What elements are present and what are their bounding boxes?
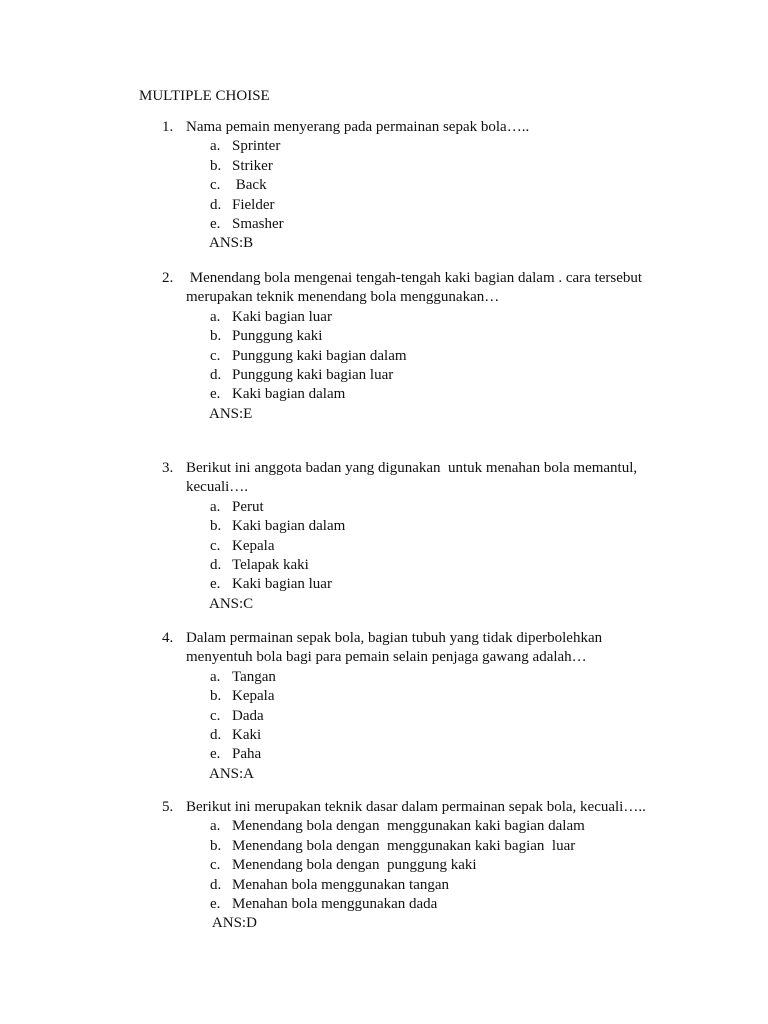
option-letter: a. bbox=[210, 498, 221, 515]
option-e bbox=[0, 385, 768, 404]
option-text: Telapak kaki bbox=[232, 556, 309, 573]
answer-line bbox=[0, 234, 768, 253]
option-b bbox=[0, 837, 768, 856]
option-a bbox=[0, 137, 768, 156]
answer-line bbox=[0, 595, 768, 614]
question-line bbox=[0, 798, 768, 817]
option-a bbox=[0, 308, 768, 327]
question-line bbox=[0, 629, 768, 648]
option-text: Perut bbox=[232, 498, 264, 515]
option-text: Punggung kaki bagian luar bbox=[232, 366, 394, 383]
option-d bbox=[0, 726, 768, 745]
option-e bbox=[0, 745, 768, 764]
option-text: Kaki bagian luar bbox=[232, 576, 332, 593]
question-4 bbox=[0, 629, 768, 784]
option-text: Kaki bagian dalam bbox=[232, 386, 346, 403]
option-letter: c. bbox=[210, 537, 221, 554]
question-line bbox=[0, 648, 768, 667]
option-text: Punggung kaki bbox=[232, 328, 323, 345]
option-text: Kaki bagian dalam bbox=[232, 518, 346, 535]
option-text: Tangan bbox=[232, 668, 276, 685]
answer-key: ANS:E bbox=[209, 405, 253, 422]
option-text: Dada bbox=[232, 707, 264, 724]
option-letter: e. bbox=[210, 746, 221, 763]
option-letter: d. bbox=[210, 876, 222, 893]
question-number: 1. bbox=[162, 119, 174, 135]
option-letter: b. bbox=[210, 328, 222, 345]
answer-line bbox=[0, 405, 768, 424]
question-text: Berikut ini anggota badan yang digunakan untuk menahan bola memantul, bbox=[186, 460, 638, 476]
option-d bbox=[0, 366, 768, 385]
option-d bbox=[0, 196, 768, 215]
option-text: Menendang bola dengan menggunakan kaki bagian dalam bbox=[232, 818, 585, 835]
option-letter: d. bbox=[210, 556, 222, 573]
question-text: merupakan teknik menendang bola menggunakan… bbox=[186, 289, 500, 306]
option-text: Striker bbox=[232, 157, 273, 174]
option-letter: a. bbox=[210, 668, 221, 685]
option-b bbox=[0, 157, 768, 176]
option-text: Menahan bola menggunakan tangan bbox=[232, 876, 450, 893]
option-c bbox=[0, 537, 768, 556]
option-letter: c. bbox=[210, 177, 221, 194]
question-number: 4. bbox=[162, 630, 174, 646]
page-title: MULTIPLE CHOISE bbox=[139, 88, 270, 104]
question-line bbox=[0, 288, 768, 307]
option-a bbox=[0, 817, 768, 836]
option-letter: a. bbox=[210, 138, 221, 155]
question-text: menyentuh bola bagi para pemain selain penjaga gawang adalah… bbox=[186, 649, 587, 666]
option-e bbox=[0, 215, 768, 234]
option-d bbox=[0, 556, 768, 575]
answer-line bbox=[0, 914, 768, 933]
question-line bbox=[0, 478, 768, 497]
answer-key: ANS:A bbox=[209, 765, 255, 782]
option-e bbox=[0, 895, 768, 914]
answer-key: ANS:D bbox=[209, 915, 257, 932]
option-a bbox=[0, 498, 768, 517]
option-letter: e. bbox=[210, 895, 221, 912]
option-text: Paha bbox=[232, 746, 262, 763]
option-b bbox=[0, 687, 768, 706]
answer-key: ANS:B bbox=[209, 235, 254, 252]
option-letter: c. bbox=[210, 707, 221, 724]
option-text: Kaki bagian luar bbox=[232, 308, 332, 325]
option-letter: d. bbox=[210, 366, 222, 383]
question-5 bbox=[0, 798, 768, 934]
answer-line bbox=[0, 765, 768, 784]
option-letter: e. bbox=[210, 215, 221, 232]
question-number: 5. bbox=[162, 799, 174, 815]
question-text: Dalam permainan sepak bola, bagian tubuh yang tidak diperbolehkan bbox=[186, 630, 603, 646]
question-1 bbox=[0, 118, 768, 254]
option-letter: d. bbox=[210, 196, 222, 213]
question-number: 2. bbox=[162, 270, 174, 286]
question-line bbox=[0, 118, 768, 137]
option-c bbox=[0, 176, 768, 195]
option-e bbox=[0, 575, 768, 594]
option-d bbox=[0, 876, 768, 895]
option-text: Kaki bbox=[232, 726, 262, 743]
question-text: Menendang bola mengenai tengah-tengah kaki bagian dalam . cara tersebut bbox=[186, 270, 643, 286]
question-text: Nama pemain menyerang pada permainan sepak bola….. bbox=[186, 119, 530, 135]
option-text: Smasher bbox=[232, 215, 284, 232]
answer-key: ANS:C bbox=[209, 595, 254, 612]
option-b bbox=[0, 517, 768, 536]
option-letter: b. bbox=[210, 157, 222, 174]
option-letter: a. bbox=[210, 818, 221, 835]
option-text: Back bbox=[232, 177, 267, 194]
option-letter: b. bbox=[210, 518, 222, 535]
question-line bbox=[0, 459, 768, 478]
option-text: Kepala bbox=[232, 688, 275, 705]
option-letter: d. bbox=[210, 726, 222, 743]
option-c bbox=[0, 347, 768, 366]
option-a bbox=[0, 668, 768, 687]
option-letter: b. bbox=[210, 837, 222, 854]
option-letter: e. bbox=[210, 386, 221, 403]
option-b bbox=[0, 327, 768, 346]
option-c bbox=[0, 856, 768, 875]
option-letter: a. bbox=[210, 308, 221, 325]
option-text: Menendang bola dengan punggung kaki bbox=[232, 857, 477, 874]
option-text: Kepala bbox=[232, 537, 275, 554]
question-text: Berikut ini merupakan teknik dasar dalam permainan sepak bola, kecuali….. bbox=[186, 799, 646, 815]
question-line bbox=[0, 269, 768, 288]
option-text: Punggung kaki bagian dalam bbox=[232, 347, 407, 364]
option-letter: c. bbox=[210, 347, 221, 364]
option-text: Menahan bola menggunakan dada bbox=[232, 895, 438, 912]
question-3 bbox=[0, 459, 768, 614]
option-letter: c. bbox=[210, 857, 221, 874]
option-letter: b. bbox=[210, 688, 222, 705]
question-2 bbox=[0, 269, 768, 424]
option-text: Menendang bola dengan menggunakan kaki bagian luar bbox=[232, 837, 576, 854]
option-text: Fielder bbox=[232, 196, 275, 213]
option-text: Sprinter bbox=[232, 138, 281, 155]
option-c bbox=[0, 707, 768, 726]
option-letter: e. bbox=[210, 576, 221, 593]
question-number: 3. bbox=[162, 460, 174, 476]
question-text: kecuali…. bbox=[186, 479, 249, 496]
